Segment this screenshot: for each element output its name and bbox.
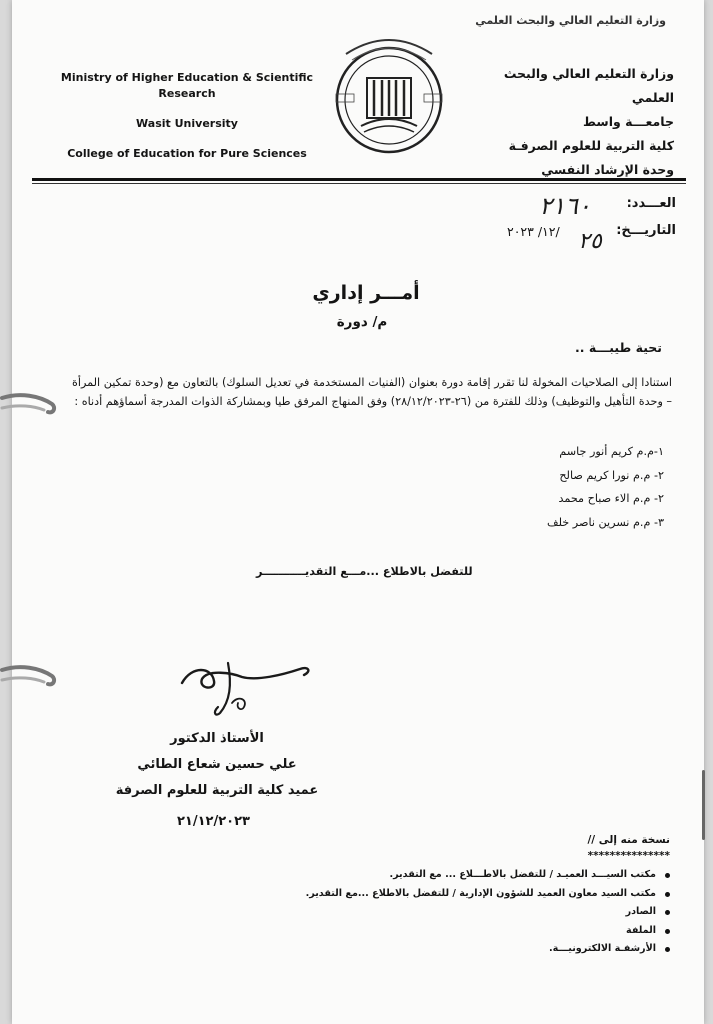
greeting: تحية طيبـــة .. <box>575 340 662 355</box>
list-item: الصادر <box>306 903 656 922</box>
english-ministry-line1: Ministry of Higher Education & Scientific <box>60 71 314 84</box>
signatory-block <box>112 726 322 804</box>
participant-item: ٢- م.م نورا كريم صالح <box>559 468 664 482</box>
number-label: العـــدد: <box>626 196 676 211</box>
english-university: Wasit University <box>136 117 238 130</box>
signatory-position: عميد كلية التربية للعلوم الصرفة <box>115 783 319 798</box>
document-title: أمـــر إداري <box>312 282 420 304</box>
list-item: مكتب السيد معاون العميد للشؤون الإدارية / للتفضل بالاطلاع ...مع التقدير. <box>306 885 656 904</box>
binder-clip-icon <box>0 388 60 424</box>
copy-to-heading-block <box>587 832 670 864</box>
list-item: الملفة <box>306 922 656 941</box>
closing-line: للتفضل بالاطلاع ...مـــع التقديـــــــــــر <box>256 565 473 578</box>
distribution-list <box>306 866 670 959</box>
body-paragraph: استنادا إلى الصلاحيات المخولة لنا تقرر إقامة دورة بعنوان (الفنيات المستخدمة في تعديل السلوك) بالتعاون مع (وحدة تمكين المرأة – وحدة التأهيل والتوظيف) وذلك للفترة من (٢٦-٢٨/١٢/٢٠٢٣) وفق المنهاج المرفق طيا وبمشاركة الذوات المدرجة أسماؤهم أدناه : <box>72 376 672 408</box>
university-logo <box>328 30 450 160</box>
arabic-ministry: وزارة التعليم العالي والبحث العلمي <box>503 66 674 105</box>
list-item: الأرشفـة الالكترونيـــة. <box>306 940 656 959</box>
english-college: College of Education for Pure Sciences <box>67 147 307 160</box>
date-value: /١٢/ ٢٠٢٣ <box>507 224 560 239</box>
list-item: مكتب السيـــد العميـد / للتفضل بالاطـــلاع ... مع التقدير. <box>306 866 656 885</box>
participant-item: ٣- م.م نسرين ناصر خلف <box>547 515 664 529</box>
arabic-college: كلية التربية للعلوم الصرفـة <box>508 138 674 153</box>
svg-text:٢١٦٠: ٢١٦٠ <box>539 192 591 220</box>
binder-clip-icon <box>0 660 60 696</box>
signatory-title: الأستاذ الدكتور <box>170 731 264 746</box>
arabic-letterhead <box>474 62 674 182</box>
english-letterhead <box>52 70 322 176</box>
header-divider-thin <box>32 183 686 184</box>
participants-list <box>547 440 664 534</box>
document-subject: م/ دورة <box>336 314 388 330</box>
arabic-university: جامعـــة واسط <box>583 114 674 129</box>
header-divider <box>32 178 686 181</box>
participant-item: ٢- م.م الاء صباح محمد <box>558 492 664 505</box>
copy-to-heading: نسخة منه إلى // <box>587 834 670 846</box>
svg-text:٢٥: ٢٥ <box>578 229 602 254</box>
date-label: التاريـــخ: <box>616 223 676 238</box>
handwritten-signature <box>172 655 322 725</box>
english-ministry-line2: Research <box>158 87 216 100</box>
document-page <box>12 0 704 1024</box>
signatory-name: علي حسين شعاع الطائي <box>137 757 297 772</box>
arabic-unit: وحدة الإرشاد النفسي <box>541 162 674 177</box>
signature-date: ٢١/١٢/٢٠٢٣ <box>177 814 250 829</box>
scrollbar-thumb[interactable] <box>702 770 705 840</box>
participant-item: ١-م.م كريم أنور جاسم <box>559 445 664 458</box>
copy-to-stars: *************** <box>587 850 670 862</box>
handwritten-number <box>520 188 610 222</box>
handwritten-day <box>564 222 616 256</box>
header-top-clipped-text: وزارة التعليم العالي والبحث العلمي <box>475 14 666 27</box>
